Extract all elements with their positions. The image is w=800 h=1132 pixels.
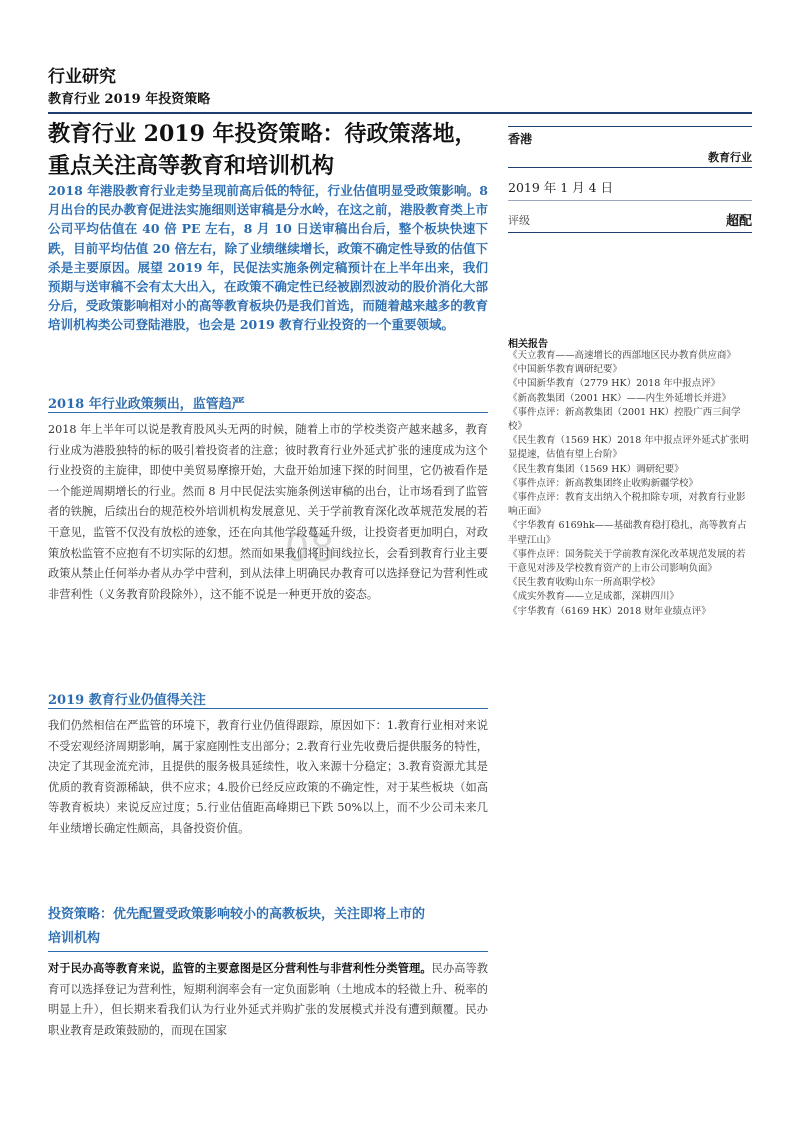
section-heading-strategy-line-2: 培训机构 bbox=[48, 931, 101, 946]
related-report-item[interactable]: 《事件点评：教育支出纳入个税扣除专项，对教育行业影响正面》 bbox=[508, 492, 746, 518]
sidebar-region: 香港 bbox=[508, 132, 533, 146]
section-heading-strategy bbox=[48, 903, 488, 951]
related-reports-title: 相关报告 bbox=[508, 339, 548, 350]
related-report-item[interactable]: 《民生教育收购山东一所高职学校》 bbox=[508, 577, 661, 589]
related-report-item[interactable]: 《事件点评：新高教集团终止收购新疆学校》 bbox=[508, 477, 699, 489]
related-report-item[interactable]: 《新高教集团（2001 HK）——内生外延增长并进》 bbox=[508, 392, 732, 404]
report-subtitle: 教育行业 2019 年投资策略 bbox=[48, 92, 211, 107]
sidebar-top-rule bbox=[508, 126, 752, 127]
related-report-item[interactable]: 《事件点评：国务院关于学前教育深化改革规范发展的若干意见对涉及学校教育资产的上市公司影响负面》 bbox=[508, 548, 746, 575]
related-report-item[interactable]: 《民生教育（1569 HK）2018 年中报点评外延式扩张明显提速，估值有望上台阶》 bbox=[508, 435, 749, 461]
section-divider bbox=[48, 951, 488, 952]
section-body-text: 民办高等教育可以选择登记为营利性，短期利润率会有一定负面影响（土地成本的轻微上升、税率的明显上升），但长期来看我们认为行业外延式并购扩张的发展模式并没有遭到颠覆。民办职业教育是政策鼓励的，而现在国家 bbox=[48, 962, 488, 1037]
section-heading-policy: 2018 年行业政策频出，监管趋严 bbox=[48, 397, 245, 412]
related-report-item[interactable]: 《事件点评：新高教集团（2001 HK）控股广西三间学校》 bbox=[508, 406, 741, 433]
sidebar-sector: 教育行业 bbox=[708, 151, 752, 164]
summary-paragraph: 2018 年港股教育行业走势呈现前高后低的特征，行业估值明显受政策影响。8 月出台的民办教育促进法实施细则送审稿是分水岭，在这之前，港股教育类上市公司平均估值在 40 倍 PE 左右，8 月 10 日送审稿出台后，整个板块快速下跌，目前平均估值 20 倍左右，除了业绩继续增长，政策不确定性导致的估值下杀是主要原因。展望 2019 年，民促法实施条例定稿预计在上半年出来，我们预期与送审稿不会有太大出入，在政策不确定性已经被剧烈波动的股价消化大部分后，受政策影响相对小的高等教育板块仍是我们首选，而随着越来越多的教育培训机构类公司登陆港股，也会是 2019 教育行业投资的一个重要领域。 bbox=[48, 183, 488, 333]
related-report-item[interactable]: 《中国新华教育调研纪要》 bbox=[508, 364, 623, 376]
section-body-outlook: 我们仍然相信在严监管的环境下，教育行业仍值得跟踪，原因如下：1.教育行业相对来说不受宏观经济周期影响，属于家庭刚性支出部分；2.教育行业先收费后提供服务的特性，决定了其现金流充沛，且提供的服务极具延续性，收入来源十分稳定；3.教育资源尤其是优质的教育资源稀缺，供不应求；4.股价已经反应政策的不确定性，对于某些板块（如高等教育板块）来说反应过度；5.行业估值距高峰期已下跌 50%以上，而不少公司未来几年业绩增长确定性颇高，具备投资价值。 bbox=[48, 719, 488, 835]
watermark: 08 bbox=[285, 526, 336, 570]
related-reports-list bbox=[508, 349, 752, 619]
section-body-policy: 2018 年上半年可以说是教育股风头无两的时候，随着上市的学校类资产越来越多，教育行业成为港股独特的标的吸引着投资者的注意；彼时教育行业外延式扩张的速度成为这个行业投资的主旋律，即使中美贸易摩擦开始，大盘开始加速下探的时间里，它仍被看作是一个能逆周期增长的行业。然而 8 月中民促法实施条例送审稿的出台，让市场看到了监管者的铁腕，后续出台的规范校外培训机构发展意见、关于学前教育深化改革规范发展的若干意见，监管不仅没有放松的迹象，还在向其他学段蔓延升级，让投资者更加明白，对政策放松监管不应抱有不切实际的幻想。然而如果我们将时间线拉长，会看到教育行业主要政策从禁止任何举办者从办学中营利，到从法律上明确民办教育可以选择登记为营利性或非营利性（义务教育阶段除外），这不能不说是一种更开放的姿态。 bbox=[48, 423, 488, 601]
related-report-item[interactable]: 《中国新华教育（2779 HK）2018 年中报点评》 bbox=[508, 378, 721, 390]
report-title-line-2: 重点关注高等教育和培训机构 bbox=[48, 153, 335, 179]
related-report-item[interactable]: 《宇华教育（6169 HK）2018 财年业绩点评》 bbox=[508, 605, 711, 617]
related-report-item[interactable]: 《宇华教育 6169hk——基础教育稳打稳扎，高等教育占半壁江山》 bbox=[508, 520, 747, 546]
sidebar-rule bbox=[508, 232, 752, 233]
related-report-item[interactable]: 《民生教育集团（1569 HK）调研纪要》 bbox=[508, 463, 684, 475]
rating-label: 评级 bbox=[508, 214, 530, 227]
related-report-item[interactable]: 《成实外教育——立足成都，深耕四川》 bbox=[508, 591, 680, 603]
sidebar-rule bbox=[508, 167, 752, 168]
section-divider bbox=[48, 412, 488, 413]
report-title-line-1: 教育行业 2019 年投资策略：待政策落地， bbox=[48, 121, 477, 147]
report-category: 行业研究 bbox=[48, 67, 116, 87]
report-title bbox=[48, 118, 488, 182]
sidebar-rule bbox=[508, 200, 752, 201]
rating-value: 超配 bbox=[725, 214, 752, 229]
section-heading-strategy-line-1: 投资策略：优先配置受政策影响较小的高教板块，关注即将上市的 bbox=[48, 907, 426, 922]
section-divider bbox=[48, 708, 488, 709]
section-heading-outlook: 2019 教育行业仍值得关注 bbox=[48, 693, 206, 708]
section-body-strategy bbox=[48, 958, 488, 1041]
section-lead-sentence: 对于民办高等教育来说，监管的主要意图是区分营利性与非营利性分类管理。 bbox=[48, 961, 432, 975]
report-date: 2019 年 1 月 4 日 bbox=[508, 180, 614, 195]
related-report-item[interactable]: 《天立教育——高速增长的西部地区民办教育供应商》 bbox=[508, 350, 737, 361]
header-divider bbox=[48, 112, 752, 114]
